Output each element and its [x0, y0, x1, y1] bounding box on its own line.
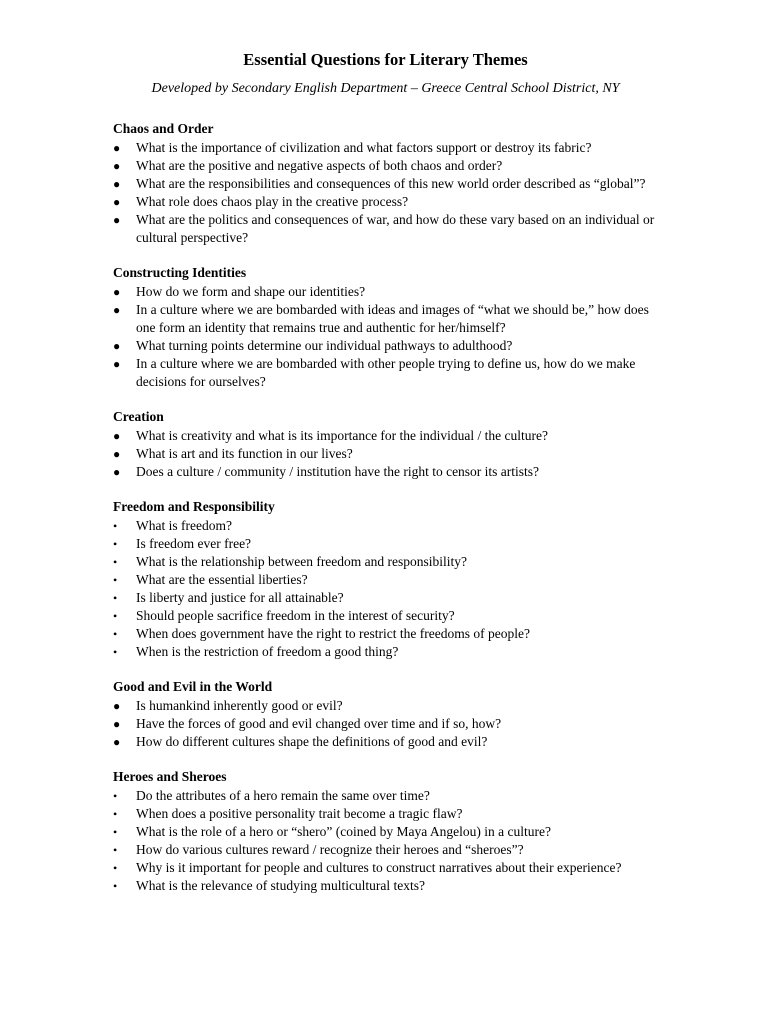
bullet-icon: ● [113, 285, 121, 299]
question-item [113, 355, 658, 391]
question-item [113, 625, 658, 643]
question-text: What turning points determine our individual pathways to adulthood? [136, 338, 513, 353]
bullet-icon: • [113, 789, 118, 803]
question-text: Why is it important for people and cultures to construct narratives about their experience? [136, 860, 622, 875]
question-item [113, 571, 658, 589]
question-text: What is freedom? [136, 518, 232, 533]
question-text: What is the importance of civilization and what factors support or destroy its fabric? [136, 140, 592, 155]
question-list [113, 283, 658, 391]
question-item [113, 553, 658, 571]
section-good-and-evil-in-the-world [113, 678, 658, 751]
question-text: How do different cultures shape the definitions of good and evil? [136, 734, 488, 749]
section-title: Good and Evil in the World [113, 679, 273, 694]
question-item [113, 607, 658, 625]
question-item [113, 427, 658, 445]
section-creation [113, 408, 658, 481]
bullet-icon: ● [113, 195, 121, 209]
bullet-icon: • [113, 519, 118, 533]
question-text: What role does chaos play in the creative process? [136, 194, 409, 209]
bullet-icon: • [113, 807, 118, 821]
question-item [113, 859, 658, 877]
bullet-icon: ● [113, 357, 121, 371]
bullet-icon: ● [113, 213, 121, 227]
question-item [113, 535, 658, 553]
bullet-icon: • [113, 843, 118, 857]
question-item [113, 877, 658, 895]
question-text: When does a positive personality trait become a tragic flaw? [136, 806, 463, 821]
bullet-icon: ● [113, 303, 121, 317]
question-list [113, 517, 658, 661]
bullet-icon: • [113, 861, 118, 875]
question-item [113, 139, 658, 157]
bullet-icon: • [113, 537, 118, 551]
section-title: Constructing Identities [113, 265, 247, 280]
question-list [113, 427, 658, 481]
question-text: Should people sacrifice freedom in the interest of security? [136, 608, 455, 623]
bullet-icon: • [113, 879, 118, 893]
bullet-icon: ● [113, 159, 121, 173]
question-text: When does government have the right to restrict the freedoms of people? [136, 626, 530, 641]
page-title: Essential Questions for Literary Themes [243, 50, 528, 69]
question-text: What are the essential liberties? [136, 572, 308, 587]
question-item [113, 211, 658, 247]
question-text: What are the responsibilities and consequences of this new world order described as “global”? [136, 176, 646, 191]
section-freedom-and-responsibility [113, 498, 658, 661]
question-item [113, 517, 658, 535]
bullet-icon: ● [113, 699, 121, 713]
bullet-icon: ● [113, 447, 121, 461]
bullet-icon: • [113, 573, 118, 587]
section-chaos-and-order [113, 120, 658, 247]
question-text: When is the restriction of freedom a good thing? [136, 644, 399, 659]
section-title: Chaos and Order [113, 121, 214, 136]
question-item [113, 787, 658, 805]
question-item [113, 823, 658, 841]
bullet-icon: • [113, 555, 118, 569]
page-subtitle: Developed by Secondary English Department – Greece Central School District, NY [151, 81, 620, 96]
question-list [113, 787, 658, 895]
bullet-icon: ● [113, 177, 121, 191]
question-text: In a culture where we are bombarded with ideas and images of “what we should be,” how does one form an identity that remains true and authentic for her/himself? [136, 302, 649, 335]
question-text: Is liberty and justice for all attainable? [136, 590, 344, 605]
section-title: Freedom and Responsibility [113, 499, 275, 514]
question-text: What are the politics and consequences of war, and how do these vary based on an individual or cultural perspective? [136, 212, 655, 245]
question-text: Is humankind inherently good or evil? [136, 698, 343, 713]
section-constructing-identities [113, 264, 658, 391]
section-title: Heroes and Sheroes [113, 769, 227, 784]
question-item [113, 697, 658, 715]
question-item [113, 715, 658, 733]
bullet-icon: • [113, 591, 118, 605]
question-item [113, 805, 658, 823]
bullet-icon: ● [113, 141, 121, 155]
question-text: What is art and its function in our lives? [136, 446, 353, 461]
bullet-icon: ● [113, 717, 121, 731]
question-text: What is creativity and what is its importance for the individual / the culture? [136, 428, 549, 443]
question-item [113, 733, 658, 751]
question-item [113, 841, 658, 859]
question-item [113, 157, 658, 175]
question-text: Is freedom ever free? [136, 536, 252, 551]
question-item [113, 193, 658, 211]
question-text: How do various cultures reward / recognize their heroes and “sheroes”? [136, 842, 524, 857]
question-text: What is the role of a hero or “shero” (coined by Maya Angelou) in a culture? [136, 824, 551, 839]
bullet-icon: • [113, 645, 118, 659]
bullet-icon: ● [113, 735, 121, 749]
bullet-icon: • [113, 627, 118, 641]
question-text: What is the relevance of studying multicultural texts? [136, 878, 426, 893]
question-text: Does a culture / community / institution have the right to censor its artists? [136, 464, 540, 479]
bullet-icon: ● [113, 429, 121, 443]
question-list [113, 697, 658, 751]
question-item [113, 589, 658, 607]
question-text: How do we form and shape our identities? [136, 284, 366, 299]
question-list [113, 139, 658, 247]
bullet-icon: ● [113, 339, 121, 353]
bullet-icon: • [113, 825, 118, 839]
question-text: In a culture where we are bombarded with other people trying to define us, how do we make decisions for ourselves? [136, 356, 636, 389]
question-text: Have the forces of good and evil changed over time and if so, how? [136, 716, 502, 731]
question-item [113, 337, 658, 355]
question-item [113, 463, 658, 481]
bullet-icon: ● [113, 465, 121, 479]
question-item [113, 175, 658, 193]
section-title: Creation [113, 409, 164, 424]
question-item [113, 283, 658, 301]
question-item [113, 643, 658, 661]
question-text: What is the relationship between freedom and responsibility? [136, 554, 468, 569]
sections-container [113, 120, 658, 895]
question-item [113, 445, 658, 463]
question-text: Do the attributes of a hero remain the same over time? [136, 788, 430, 803]
question-item [113, 301, 658, 337]
bullet-icon: • [113, 609, 118, 623]
section-heroes-and-sheroes [113, 768, 658, 895]
question-text: What are the positive and negative aspects of both chaos and order? [136, 158, 503, 173]
